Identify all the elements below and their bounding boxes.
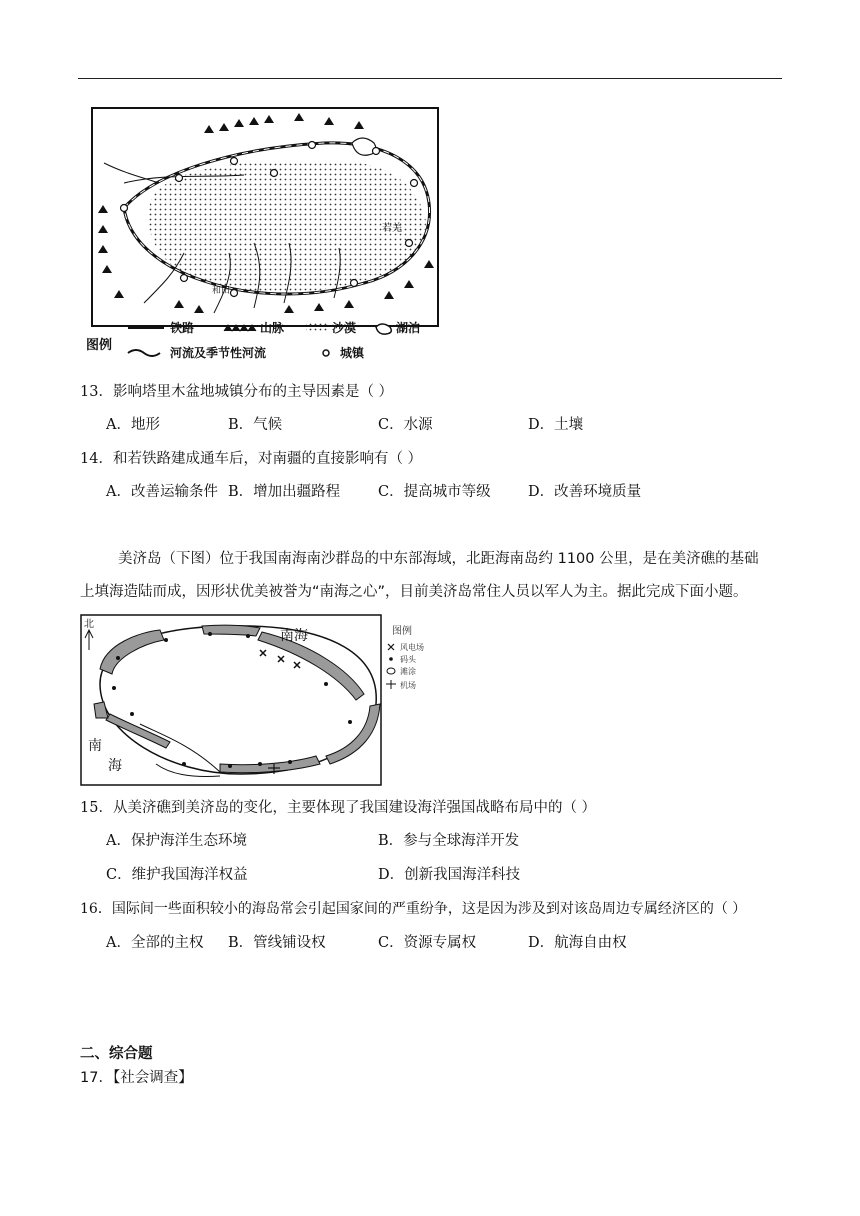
option-d[interactable]: D．改善环境质量 xyxy=(528,484,642,500)
legend-town: 城镇 xyxy=(340,346,365,360)
question-text: 和若铁路建成通车后，对南疆的直接影响有（ ） xyxy=(112,451,423,467)
lake-symbol xyxy=(376,324,391,334)
place-label-hetian: 和田 xyxy=(212,286,231,296)
legend-title: 图例 xyxy=(86,338,113,353)
section-title: 二、综合题 xyxy=(80,1046,153,1062)
question-15 xyxy=(80,798,596,818)
legend-airport: 机场 xyxy=(400,681,416,690)
legend-title: 图例 xyxy=(392,626,412,637)
question-17: 17．【社会调查】 xyxy=(80,1070,193,1086)
option-b[interactable]: B．增加出疆路程 xyxy=(228,484,341,500)
north-label: 北 xyxy=(84,619,94,630)
option-a[interactable]: A．保护海洋生态环境 xyxy=(106,833,247,849)
option-b[interactable]: B．参与全球海洋开发 xyxy=(378,833,520,849)
legend-river: 河流及季节性河流 xyxy=(170,346,267,360)
legend-dock: 码头 xyxy=(400,655,416,664)
passage-line-2: 上填海造陆而成，因形状优美被誉为“南海之心”，目前美济岛常住人员以军人为主。据此完成下面小题。 xyxy=(80,584,748,600)
option-a[interactable]: A．改善运输条件 xyxy=(106,484,218,500)
question-16 xyxy=(80,899,746,919)
meiji-island-map xyxy=(80,614,440,788)
option-a[interactable]: A．全部的主权 xyxy=(106,935,204,951)
tarim-basin-map xyxy=(84,103,444,363)
question-13 xyxy=(80,382,393,402)
town-symbol xyxy=(323,350,329,356)
option-c[interactable]: C．维护我国海洋权益 xyxy=(106,867,248,883)
airport-legend-icon xyxy=(386,680,396,689)
railway-symbol xyxy=(128,325,164,329)
question-number: 14． xyxy=(80,451,113,467)
option-d[interactable]: D．创新我国海洋科技 xyxy=(378,867,521,883)
sea-label-2b: 海 xyxy=(108,758,122,774)
option-d[interactable]: D．航海自由权 xyxy=(528,935,627,951)
header-rule xyxy=(78,78,782,79)
legend-mountain: 山脉 xyxy=(260,321,285,335)
dock-legend-icon xyxy=(389,657,393,661)
option-b[interactable]: B．气候 xyxy=(228,417,283,433)
question-number: 16． xyxy=(80,901,112,917)
tidal-flat-legend-icon xyxy=(387,668,395,674)
river-symbol xyxy=(128,350,160,356)
place-label-ruoqiang: 若羌 xyxy=(382,223,402,234)
question-text: 从美济礁到美济岛的变化，主要体现了我国建设海洋强国战略布局中的（ ） xyxy=(112,800,597,816)
sea-label-1: 南海 xyxy=(280,628,308,644)
wind-farm-legend-icon xyxy=(388,644,394,650)
legend-desert: 沙漠 xyxy=(332,321,357,335)
option-d[interactable]: D．土壤 xyxy=(528,417,584,433)
option-c[interactable]: C．提高城市等级 xyxy=(378,484,491,500)
sea-label-2a: 南 xyxy=(88,738,102,754)
question-text: 影响塔里木盆地城镇分布的主导因素是（ ） xyxy=(112,384,394,400)
legend-wind-farm: 风电场 xyxy=(400,643,424,652)
option-a[interactable]: A．地形 xyxy=(106,417,160,433)
passage-line-1: 美济岛（下图）位于我国南海南沙群岛的中东部海域，北距海南岛约 1100 公里，是在美济礁的基础 xyxy=(118,551,759,567)
option-b[interactable]: B．管线铺设权 xyxy=(228,935,326,951)
question-14 xyxy=(80,449,422,469)
option-c[interactable]: C．水源 xyxy=(378,417,433,433)
legend-tidal-flat: 滩涂 xyxy=(400,667,416,676)
question-number: 13． xyxy=(80,384,113,400)
map2-legend xyxy=(386,624,424,690)
legend-lake: 湖泊 xyxy=(396,321,421,335)
desert-symbol xyxy=(306,322,328,332)
option-c[interactable]: C．资源专属权 xyxy=(378,935,477,951)
legend-railway: 铁路 xyxy=(170,321,195,335)
question-number: 15． xyxy=(80,800,113,816)
question-text: 国际间一些面积较小的海岛常会引起国家间的严重纷争，这是因为涉及到对该岛周边专属经济区的（ ） xyxy=(111,901,747,917)
